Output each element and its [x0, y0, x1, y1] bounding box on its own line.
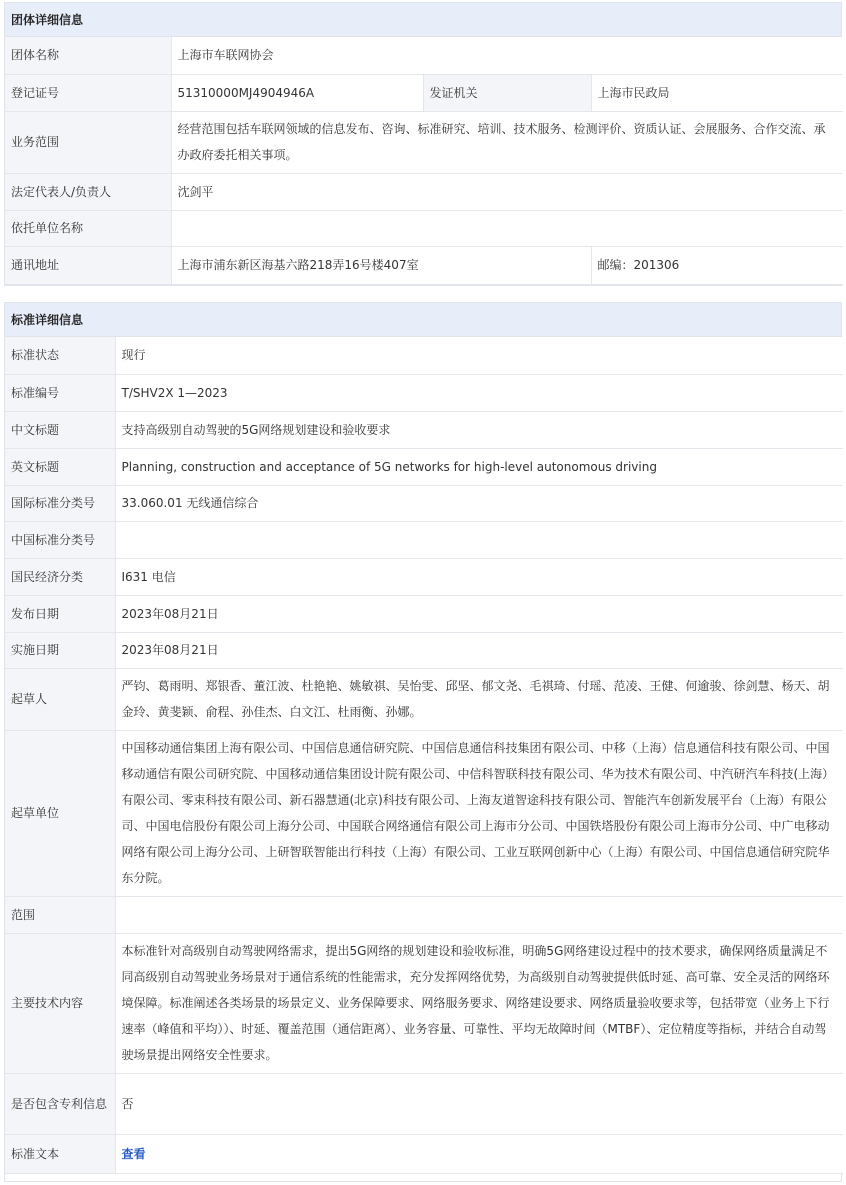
table-row [5, 896, 843, 933]
view-standard-link[interactable]: 查看 [121, 1146, 146, 1161]
table-row [5, 730, 843, 896]
standard-info-table [5, 337, 843, 1174]
business-scope-value: 经营范围包括车联网领域的信息发布、咨询、标准研究、培训、技术服务、检测评价、资质认证、会展服务、合作交流、承办政府委托相关事项。 [171, 111, 843, 173]
supervisor-value [171, 210, 843, 246]
table-row [5, 485, 843, 521]
en-title-label: 英文标题 [5, 448, 115, 485]
supervisor-label: 依托单位名称 [5, 210, 171, 246]
drafters-label: 起草人 [5, 668, 115, 730]
group-info-panel [4, 2, 842, 286]
address-label: 通讯地址 [5, 246, 171, 284]
authority-label: 发证机关 [423, 74, 591, 111]
table-row [5, 74, 843, 111]
address-value: 上海市浦东新区海基六路218弄16号楼407室 [171, 246, 591, 284]
table-row [5, 37, 843, 74]
ccs-label: 中国标准分类号 [5, 521, 115, 558]
industry-value: I631 电信 [115, 558, 843, 595]
standard-number-value: T/SHV2X 1—2023 [115, 374, 843, 411]
table-row [5, 1073, 843, 1134]
table-row [5, 632, 843, 668]
table-row [5, 521, 843, 558]
table-row [5, 246, 843, 284]
table-row [5, 668, 843, 730]
table-row [5, 337, 843, 374]
main-content-value: 本标准针对高级别自动驾驶网络需求，提出5G网络的规划建设和验收标准，明确5G网络建设过程中的技术要求，确保网络质量满足不同高级别自动驾驶业务场景对于通信系统的性能需求，充分发挥网络优势，为高级别自动驾驶提供低时延、高可靠、安全灵活的网络环境保障。标准阐述各类场景的场景定义、业务保障要求、网络服务要求、网络建设要求、网络质量验收要求等，包括带宽（业务上下行速率（峰值和平均））、时延、覆盖范围（通信距离）、业务容量、可靠性、平均无故障时间（MTBF）、定位精度等指标，并结合自动驾驶场景提出网络安全性要求。 [115, 933, 843, 1073]
standard-text-cell [115, 1134, 843, 1173]
reg-no-label: 登记证号 [5, 74, 171, 111]
standard-info-panel [4, 302, 842, 1182]
impl-date-value: 2023年08月21日 [115, 632, 843, 668]
table-row [5, 448, 843, 485]
legal-rep-value: 沈剑平 [171, 173, 843, 210]
table-row [5, 411, 843, 448]
table-row [5, 595, 843, 632]
publish-date-label: 发布日期 [5, 595, 115, 632]
drafting-units-value: 中国移动通信集团上海有限公司、中国信息通信研究院、中国信息通信科技集团有限公司、中移（上海）信息通信科技有限公司、中国移动通信有限公司研究院、中国移动通信集团设计院有限公司、中信科智联科技有限公司、华为技术有限公司、中汽研汽车科技(上海）有限公司、零束科技有限公司、新石器慧通(北京)科技有限公司、上海友道智途科技有限公司、智能汽车创新发展平台（上海）有限公司、中国电信股份有限公司上海分公司、中国联合网络通信有限公司上海市分公司、中国铁塔股份有限公司上海市分公司、中广电移动网络有限公司上海分公司、上研智联智能出行科技（上海）有限公司、工业互联网创新中心（上海）有限公司、中国信息通信研究院华东分院。 [115, 730, 843, 896]
standard-number-label: 标准编号 [5, 374, 115, 411]
group-info-table [5, 37, 843, 285]
group-name-label: 团体名称 [5, 37, 171, 74]
reg-no-value: 51310000MJ4904946A [171, 74, 423, 111]
status-label: 标准状态 [5, 337, 115, 374]
table-row [5, 374, 843, 411]
group-name-value: 上海市车联网协会 [171, 37, 843, 74]
ics-value: 33.060.01 无线通信综合 [115, 485, 843, 521]
table-row [5, 210, 843, 246]
standard-text-label: 标准文本 [5, 1134, 115, 1173]
main-content-label: 主要技术内容 [5, 933, 115, 1073]
cn-title-label: 中文标题 [5, 411, 115, 448]
drafting-units-label: 起草单位 [5, 730, 115, 896]
ccs-value [115, 521, 843, 558]
group-info-title: 团体详细信息 [5, 3, 841, 37]
range-label: 范围 [5, 896, 115, 933]
authority-value: 上海市民政局 [591, 74, 843, 111]
drafters-value: 严钧、葛雨明、郑银香、董江波、杜艳艳、姚敏祺、吴怡雯、邱坚、郁文尧、毛祺琦、付瑶、范凌、王健、何逾骏、徐剑慧、杨天、胡金玲、黄斐颖、俞程、孙佳杰、白文江、杜雨衡、孙娜。 [115, 668, 843, 730]
en-title-value: Planning, construction and acceptance of 5G networks for high-level autonomous driving [115, 448, 843, 485]
table-row [5, 111, 843, 173]
range-value [115, 896, 843, 933]
legal-rep-label: 法定代表人/负责人 [5, 173, 171, 210]
patent-label: 是否包含专利信息 [5, 1073, 115, 1134]
cn-title-value: 支持高级别自动驾驶的5G网络规划建设和验收要求 [115, 411, 843, 448]
ics-label: 国际标准分类号 [5, 485, 115, 521]
table-row [5, 173, 843, 210]
standard-info-title: 标准详细信息 [5, 303, 841, 337]
impl-date-label: 实施日期 [5, 632, 115, 668]
business-scope-label: 业务范围 [5, 111, 171, 173]
status-value: 现行 [115, 337, 843, 374]
postcode-value: 邮编：201306 [591, 246, 843, 284]
table-row [5, 1134, 843, 1173]
table-row [5, 558, 843, 595]
patent-value: 否 [115, 1073, 843, 1134]
industry-label: 国民经济分类 [5, 558, 115, 595]
table-row [5, 933, 843, 1073]
publish-date-value: 2023年08月21日 [115, 595, 843, 632]
